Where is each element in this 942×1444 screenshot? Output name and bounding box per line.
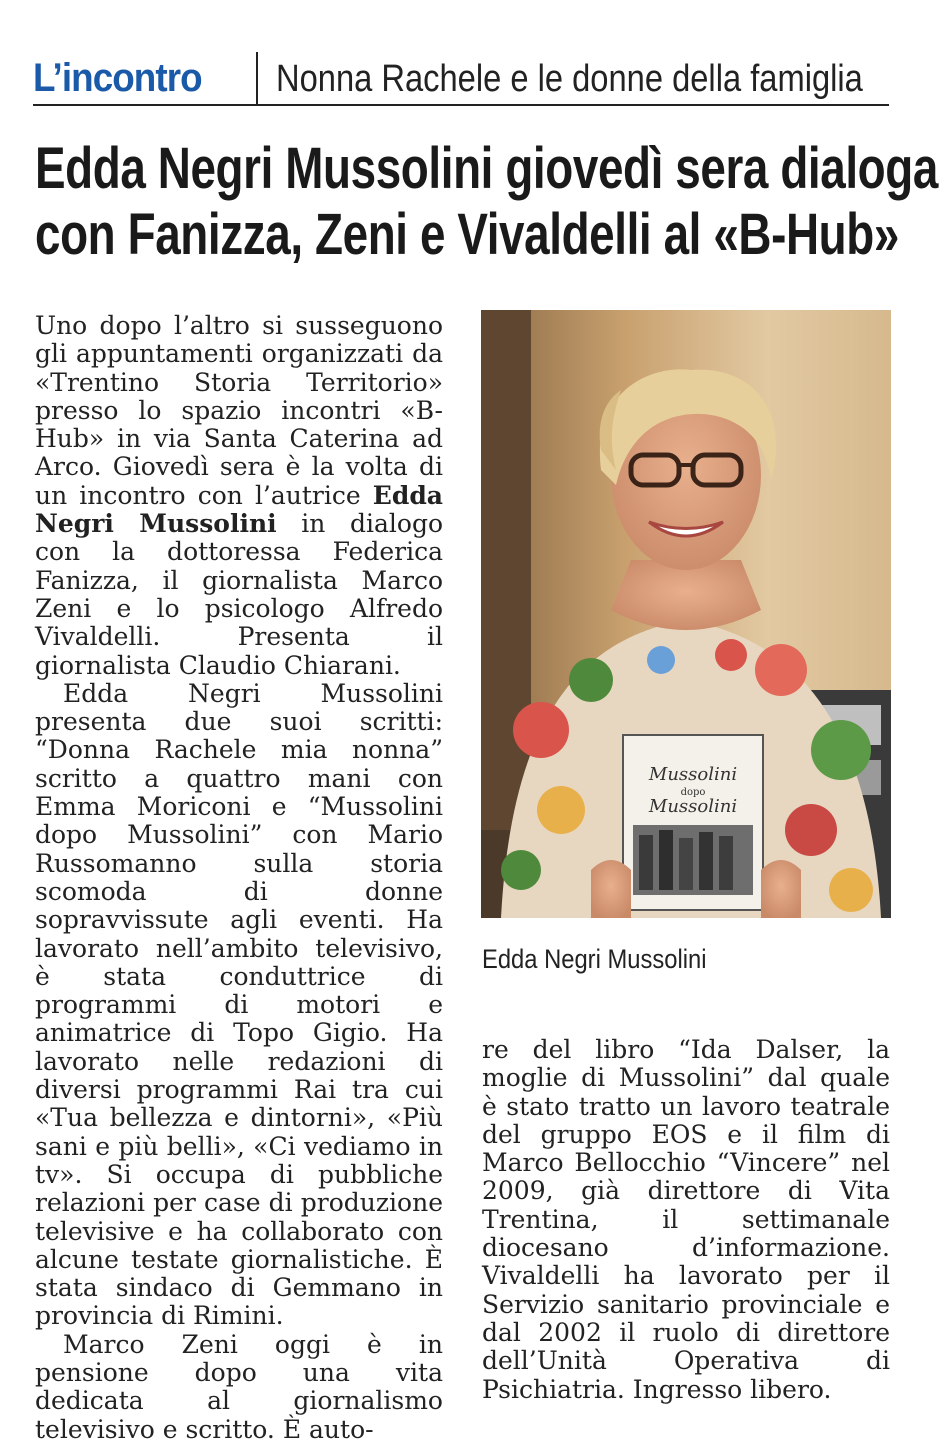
- book-title-2: dopo: [680, 787, 706, 798]
- paragraph-3-continued: re del libro “Ida Dalser, la moglie di Mussolini” dal quale è stato tratto un lavoro teatrale del gruppo EOS e il film di Marco Bellocchio “Vincere” nel 2009, già direttore di Vita Trentina, il settimanale diocesano d’informazione. Vivaldelli ha lavorato per il Servizio sanitario provinciale e dal 2002 il ruolo di direttore dell’Unità Operativa di Psichiatria. Ingresso libero.: [482, 1035, 890, 1404]
- paragraph-1: [35, 312, 443, 680]
- article-column-2: [482, 1036, 890, 1404]
- headline: [35, 136, 938, 268]
- headline-line-1: Edda Negri Mussolini giovedì sera dialoga: [35, 136, 938, 201]
- book-title-3: Mussolini: [648, 796, 738, 817]
- article-column-1: [35, 312, 443, 1444]
- paragraph-3-start: Marco Zeni oggi è in pensione dopo una vita dedicata al giornalismo televisivo e scritto. È auto-: [35, 1329, 443, 1444]
- paragraph-2: Edda Negri Mussolini presenta due suoi scritti: “Donna Rachele mia nonna” scritto a quattro mani con Emma Moriconi e “Mussolini dopo Mussolini” con Mario Russomanno sulla storia scomoda di donne sopravvissute agli eventi. Ha lavorato nell’ambito televisivo, è stata conduttrice di programmi di motori e animatrice di Topo Gigio. Ha lavorato nelle redazioni di diversi programmi Rai tra cui «Tua bellezza e dintorni», «Più sani e più belli», «Ci vediamo in tv». Si occupa di pubbliche relazioni per case di produzione televisive e ha collaborato con alcune testate giornalistiche. È stata sindaco di Gemmano in provincia di Rimini.: [35, 678, 443, 1331]
- header-rule: [33, 104, 889, 106]
- author-photo: [481, 310, 891, 918]
- section-kicker: L’incontro: [33, 56, 202, 100]
- paragraph-1-text-a: Uno dopo l’altro si susseguono gli appuntamenti organizzati da «Trentino Storia Territorio» presso lo spazio incontri «B-Hub» in via Santa Caterina ad Arco. Giovedì sera è la volta di un incontro con l’autrice: [35, 311, 443, 510]
- headline-line-2: con Fanizza, Zeni e Vivaldelli al «B-Hub»: [35, 202, 899, 267]
- paragraph-1-text-b: in dialogo con la dottoressa Federica Fanizza, il giornalista Marco Zeni e lo psicologo Alfredo Vivaldelli. Presenta il giornalista Claudio Chiarani.: [35, 509, 444, 680]
- author-name-bold: Edda Negri Mussolini: [35, 480, 443, 539]
- photo-caption: Edda Negri Mussolini: [482, 944, 707, 974]
- section-topic: Nonna Rachele e le donne della famiglia: [276, 58, 863, 100]
- book: [623, 735, 763, 910]
- book-title-1: Mussolini: [648, 764, 738, 785]
- kicker-divider: [256, 52, 258, 104]
